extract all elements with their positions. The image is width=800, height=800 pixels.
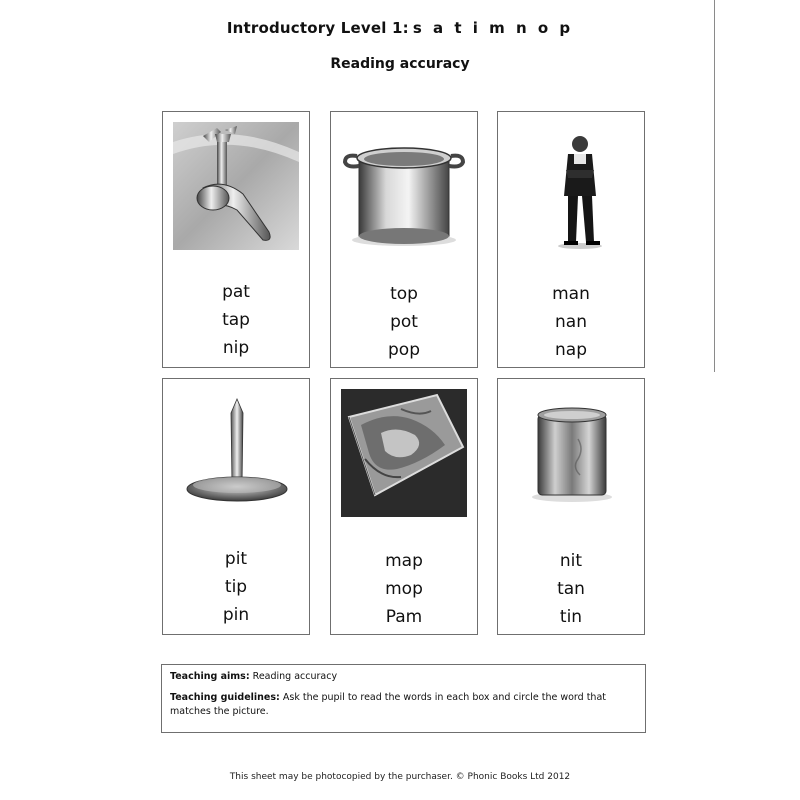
word-card-4	[162, 378, 310, 635]
word-option[interactable]: tap	[222, 310, 250, 330]
word-option[interactable]: tin	[559, 607, 583, 627]
tap-icon	[173, 122, 299, 250]
word-list	[331, 547, 477, 631]
word-option[interactable]: map	[385, 551, 423, 571]
word-option[interactable]: pop	[388, 340, 420, 360]
word-option[interactable]: pot	[390, 312, 418, 332]
word-list	[498, 547, 644, 631]
word-card-2	[330, 111, 478, 368]
map-icon	[341, 389, 467, 517]
man-icon	[508, 122, 634, 250]
word-option[interactable]: tan	[557, 579, 585, 599]
word-list	[163, 545, 309, 629]
word-card-1	[162, 111, 310, 368]
copyright-footer: This sheet may be photocopied by the purchaser. © Phonic Books Ltd 2012	[229, 772, 571, 782]
teaching-info-box	[161, 664, 646, 733]
teaching-aims	[170, 670, 637, 684]
tin-icon	[508, 389, 634, 517]
pot-icon	[341, 122, 467, 250]
word-option[interactable]: pit	[224, 549, 248, 569]
pin-icon	[173, 389, 299, 517]
guidelines-label: Teaching guidelines:	[170, 692, 280, 703]
word-option[interactable]: nip	[222, 338, 250, 358]
title-text: Introductory Level 1:	[226, 19, 409, 37]
word-option[interactable]: pat	[222, 282, 250, 302]
word-card-3	[497, 111, 645, 368]
word-card-5	[330, 378, 478, 635]
word-option[interactable]: pin	[222, 605, 250, 625]
word-option[interactable]: tip	[224, 577, 248, 597]
word-option[interactable]: nan	[555, 312, 587, 332]
aims-text: Reading accuracy	[252, 671, 338, 682]
word-option[interactable]: nit	[559, 551, 583, 571]
page-subtitle: Reading accuracy	[330, 56, 470, 72]
word-list	[498, 280, 644, 364]
aims-label: Teaching aims:	[170, 671, 250, 682]
page-title	[0, 19, 800, 37]
guidelines-text: Ask the pupil to read the words in each box and circle the word that matches the picture.	[170, 692, 606, 717]
word-option[interactable]: Pam	[385, 607, 423, 627]
word-option[interactable]: nap	[555, 340, 587, 360]
word-card-6	[497, 378, 645, 635]
teaching-guidelines	[170, 691, 637, 719]
word-list	[163, 278, 309, 362]
word-option[interactable]: man	[552, 284, 590, 304]
word-option[interactable]: top	[390, 284, 418, 304]
title-letters: s a t i m n o p	[412, 19, 574, 37]
word-list	[331, 280, 477, 364]
word-option[interactable]: mop	[385, 579, 423, 599]
